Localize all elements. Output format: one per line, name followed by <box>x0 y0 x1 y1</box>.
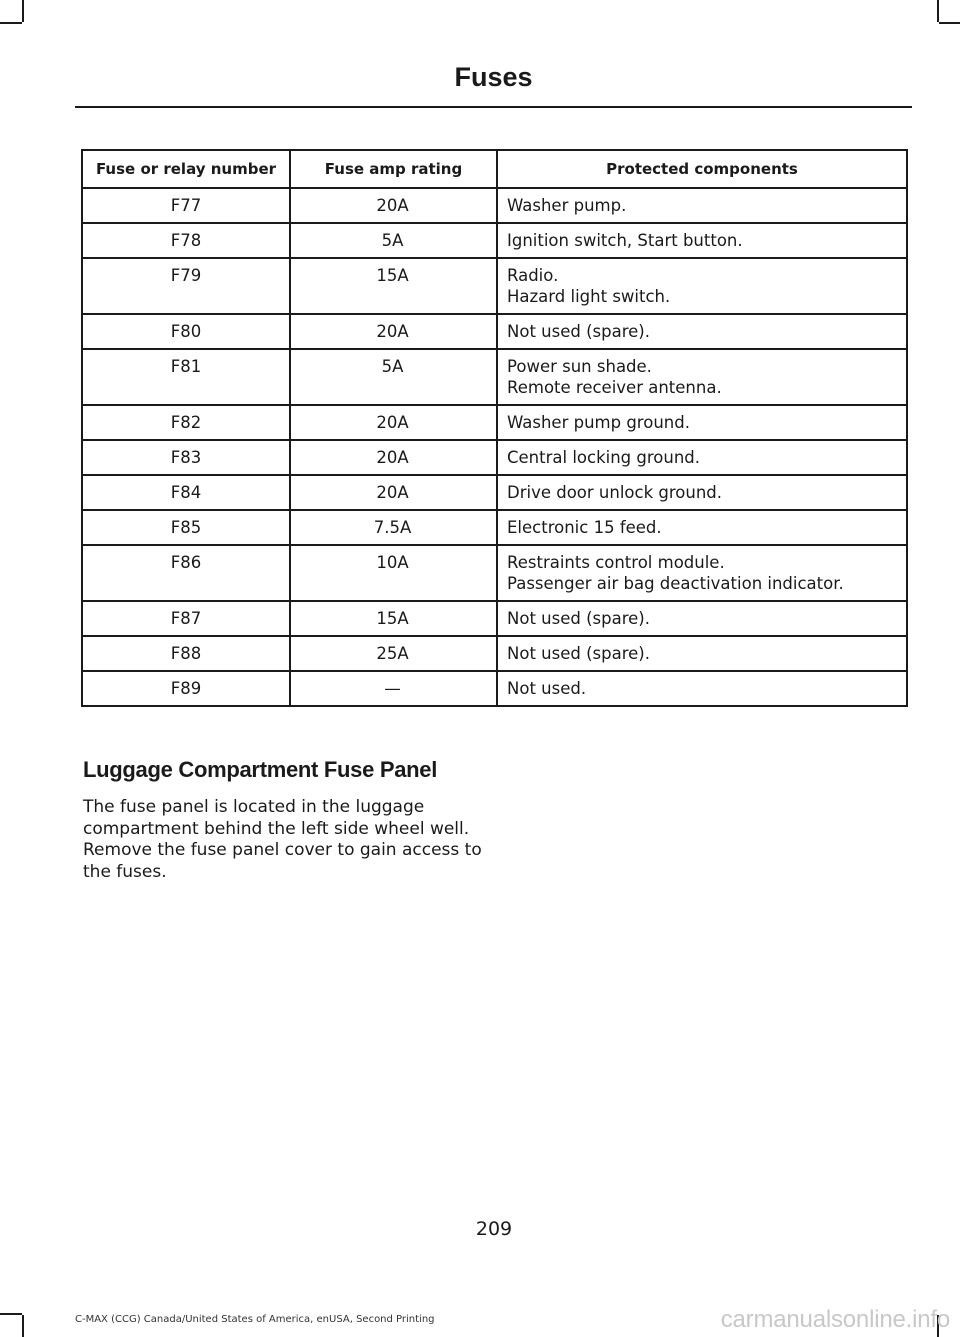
amp-rating-cell: — <box>290 671 497 706</box>
protected-components-cell <box>497 475 907 510</box>
component-line: Hazard light switch. <box>507 287 671 306</box>
fuse-number-cell: F78 <box>82 223 290 258</box>
amp-rating-cell: 10A <box>290 545 497 601</box>
amp-rating-cell: 20A <box>290 405 497 440</box>
section-heading: Luggage Compartment Fuse Panel <box>83 757 438 782</box>
amp-rating-cell: 15A <box>290 601 497 636</box>
watermark: carmanualsonline.info <box>720 1306 950 1333</box>
table-row <box>82 223 907 258</box>
table-header-row <box>82 150 907 188</box>
component-line: Radio. <box>507 266 559 285</box>
crop-mark <box>0 1313 22 1315</box>
footer-text: C-MAX (CCG) Canada/United States of America, enUSA, Second Printing <box>75 1314 435 1325</box>
component-line: Not used. <box>507 679 587 698</box>
fuse-number-cell: F88 <box>82 636 290 671</box>
fuse-number-cell: F77 <box>82 188 290 223</box>
component-line: Restraints control module. <box>507 553 725 572</box>
protected-components-cell <box>497 258 907 314</box>
amp-rating-cell: 20A <box>290 475 497 510</box>
crop-mark <box>939 22 960 24</box>
component-line: Power sun shade. <box>507 357 652 376</box>
page-title: Fuses <box>454 62 533 92</box>
component-line: Electronic 15 feed. <box>507 518 662 537</box>
component-line: Not used (spare). <box>507 322 650 341</box>
component-line: Not used (spare). <box>507 644 650 663</box>
protected-components-cell <box>497 671 907 706</box>
fuse-number-cell: F81 <box>82 349 290 405</box>
protected-components-cell <box>497 601 907 636</box>
section-body: The fuse panel is located in the luggage compartment behind the left side wheel well. Remove the fuse panel cover to gain access to the fuses. <box>83 797 482 882</box>
component-line: Passenger air bag deactivation indicator. <box>507 574 844 593</box>
table-row <box>82 349 907 405</box>
crop-mark <box>22 0 24 22</box>
amp-rating-cell: 7.5A <box>290 510 497 545</box>
fuse-number-cell: F86 <box>82 545 290 601</box>
table-row <box>82 314 907 349</box>
protected-components-cell <box>497 314 907 349</box>
fuse-number-cell: F80 <box>82 314 290 349</box>
table-row <box>82 258 907 314</box>
table-row <box>82 545 907 601</box>
table-row <box>82 510 907 545</box>
amp-rating-cell: 15A <box>290 258 497 314</box>
protected-components-cell <box>497 440 907 475</box>
column-header-amp: Fuse amp rating <box>290 150 497 188</box>
table-row <box>82 405 907 440</box>
amp-rating-cell: 20A <box>290 314 497 349</box>
protected-components-cell <box>497 349 907 405</box>
amp-rating-cell: 25A <box>290 636 497 671</box>
table-row <box>82 636 907 671</box>
table-row <box>82 601 907 636</box>
component-line: Washer pump ground. <box>507 413 690 432</box>
table-row <box>82 188 907 223</box>
component-line: Not used (spare). <box>507 609 650 628</box>
component-line: Drive door unlock ground. <box>507 483 723 502</box>
component-line: Remote receiver antenna. <box>507 378 722 397</box>
column-header-components: Protected components <box>497 150 907 188</box>
component-line: Ignition switch, Start button. <box>507 231 743 250</box>
table-row <box>82 671 907 706</box>
fuse-number-cell: F82 <box>82 405 290 440</box>
fuse-number-cell: F85 <box>82 510 290 545</box>
fuse-number-cell: F84 <box>82 475 290 510</box>
protected-components-cell <box>497 636 907 671</box>
table-row <box>82 440 907 475</box>
crop-mark <box>22 1315 24 1337</box>
protected-components-cell <box>497 545 907 601</box>
fuse-table-body <box>82 188 907 706</box>
table-row <box>82 475 907 510</box>
amp-rating-cell: 20A <box>290 440 497 475</box>
page-number: 209 <box>475 1218 513 1240</box>
column-header-fuse: Fuse or relay number <box>82 150 290 188</box>
amp-rating-cell: 20A <box>290 188 497 223</box>
fuse-number-cell: F83 <box>82 440 290 475</box>
fuse-number-cell: F89 <box>82 671 290 706</box>
amp-rating-cell: 5A <box>290 223 497 258</box>
header-divider <box>75 106 912 108</box>
amp-rating-cell: 5A <box>290 349 497 405</box>
fuse-number-cell: F87 <box>82 601 290 636</box>
protected-components-cell <box>497 188 907 223</box>
crop-mark <box>937 0 939 22</box>
protected-components-cell <box>497 510 907 545</box>
fuse-number-cell: F79 <box>82 258 290 314</box>
protected-components-cell <box>497 223 907 258</box>
component-line: Central locking ground. <box>507 448 701 467</box>
crop-mark <box>0 22 22 24</box>
protected-components-cell <box>497 405 907 440</box>
component-line: Washer pump. <box>507 196 627 215</box>
fuse-table <box>81 149 908 707</box>
